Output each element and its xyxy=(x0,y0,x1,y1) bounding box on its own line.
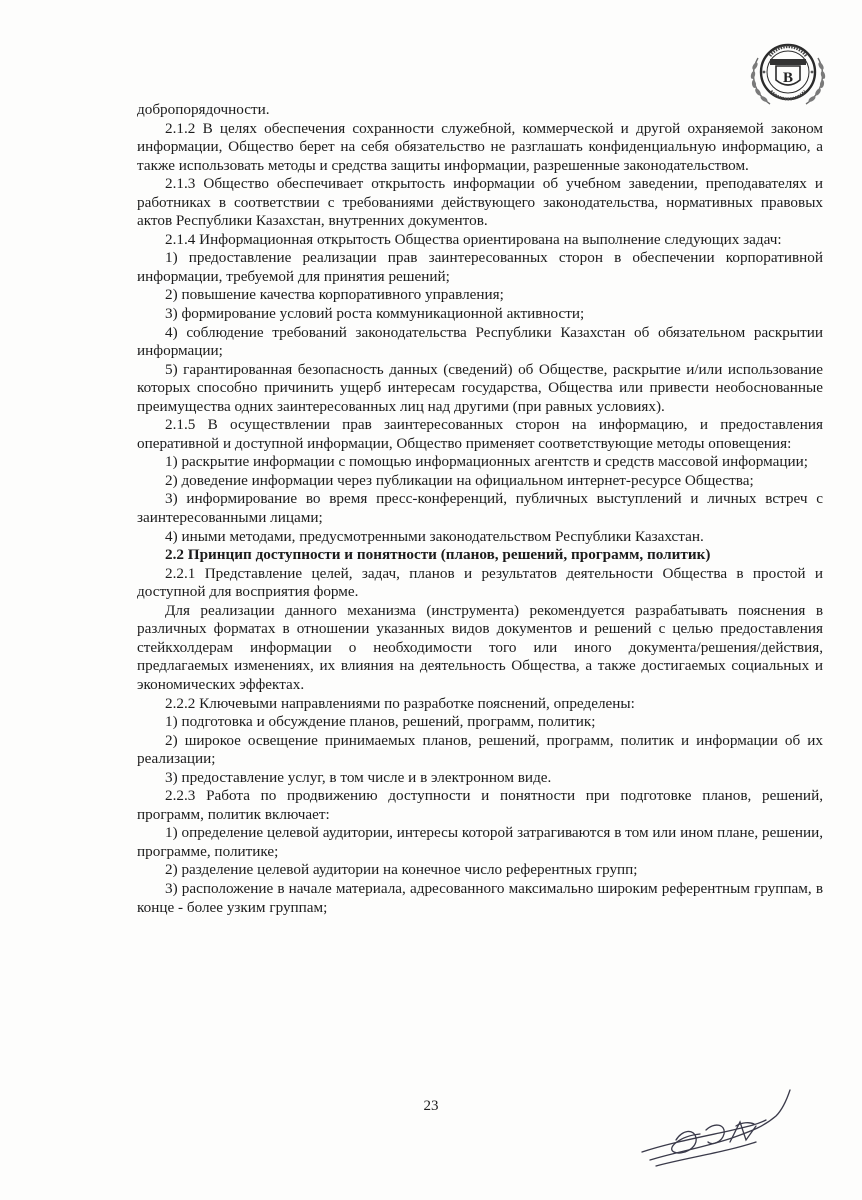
signature-icon xyxy=(636,1082,796,1172)
paragraph: 3) расположение в начале материала, адресованного максимально широким референтным группам, в конце - более узким группам; xyxy=(137,879,823,916)
paragraph: 1) подготовка и обсуждение планов, решений, программ, политик; xyxy=(165,713,596,731)
paragraph: 2.1.5 В осуществлении прав заинтересованных сторон на информацию, и предоставления оперативной и доступной информации, Общество применяет соответствующие методы оповещения: xyxy=(137,416,823,452)
paragraph: 1) определение целевой аудитории, интересы которой затрагиваются в том или ином плане, решении, программе, политике; xyxy=(137,824,823,860)
paragraph: 2.2.1 Представление целей, задач, планов и результатов деятельности Общества в простой и доступной для восприятия форме. xyxy=(137,564,823,601)
paragraph: 3) предоставление услуг, в том числе и в электронном виде. xyxy=(165,768,552,786)
paragraph: 5) гарантированная безопасность данных (сведений) об Обществе, раскрытие и/или использование которых способно причинить ущерб интересам государства, Общества или привести необоснованные преимущества одних заинтересованных лиц над другими (при равных условиях). xyxy=(137,360,823,415)
page-number: 23 xyxy=(423,1098,439,1114)
paragraph: 3) информирование во время пресс-конференций, публичных выступлений и личных встреч с заинтересованными лицами; xyxy=(137,490,823,527)
paragraph: 4) иными методами, предусмотренными законодательством Республики Казахстан. xyxy=(165,527,704,545)
paragraph: 3) формирование условий роста коммуникационной активности; xyxy=(165,305,585,323)
svg-text:B: B xyxy=(782,70,794,86)
paragraph: 1) предоставление реализации прав заинтересованных сторон в обеспечении корпоративной информации, требуемой для принятия решений; xyxy=(137,249,823,285)
paragraph: 2.2.3 Работа по продвижению доступности и понятности при подготовке планов, решений, программ, политик включает: xyxy=(137,787,823,823)
signature xyxy=(636,1082,796,1172)
paragraph: 2.1.3 Общество обеспечивает открытость информации об учебном заведении, преподавателях и работниках в соответствии с требованиями действующего законодательства, нормативных правовых актов Республики Казахстан, внутренних документов. xyxy=(137,175,823,230)
paragraph: 2) разделение целевой аудитории на конечное число референтных групп; xyxy=(165,861,638,879)
paragraph: 4) соблюдение требований законодательства Республики Казахстан об обязательном раскрытии информации; xyxy=(137,323,823,360)
paragraph: 1) раскрытие информации с помощью информационных агентств и средств массовой информации; xyxy=(165,453,808,471)
section-heading: 2.2 Принцип доступности и понятности (планов, решений, программ, политик) xyxy=(165,546,711,564)
paragraph: 2) широкое освещение принимаемых планов, решений, программ, политик и информации об их реализации; xyxy=(137,731,823,768)
paragraph: 2.1.4 Информационная открытость Общества ориентирована на выполнение следующих задач: xyxy=(165,230,782,248)
paragraph: Для реализации данного механизма (инструмента) рекомендуется разрабатывать пояснения в различных форматах в отношении указанных видов документов и решений с целью предоставления стейкхолдерам информации о необходимости того или иного документа/решения/действия, предлагаемых изменениях, их влияния на деятельность Общества, а также достигаемых социальных и экономических эффектах. xyxy=(137,601,823,693)
document-body xyxy=(137,101,823,917)
paragraph: 2) повышение качества корпоративного управления; xyxy=(165,286,504,304)
paragraph: 2.2.2 Ключевыми направлениями по разработке пояснений, определены: xyxy=(165,694,635,712)
paragraph: 2.1.2 В целях обеспечения сохранности служебной, коммерческой и другой охраняемой законом информации, Общество берет на себя обязательство не разглашать конфиденциальную информацию, а также использовать методы и средства защиты информации, разрешенные законодательством. xyxy=(137,119,823,174)
paragraph: добропорядочности. xyxy=(137,101,270,118)
paragraph: 2) доведение информации через публикации на официальном интернет-ресурсе Общества; xyxy=(165,471,754,489)
